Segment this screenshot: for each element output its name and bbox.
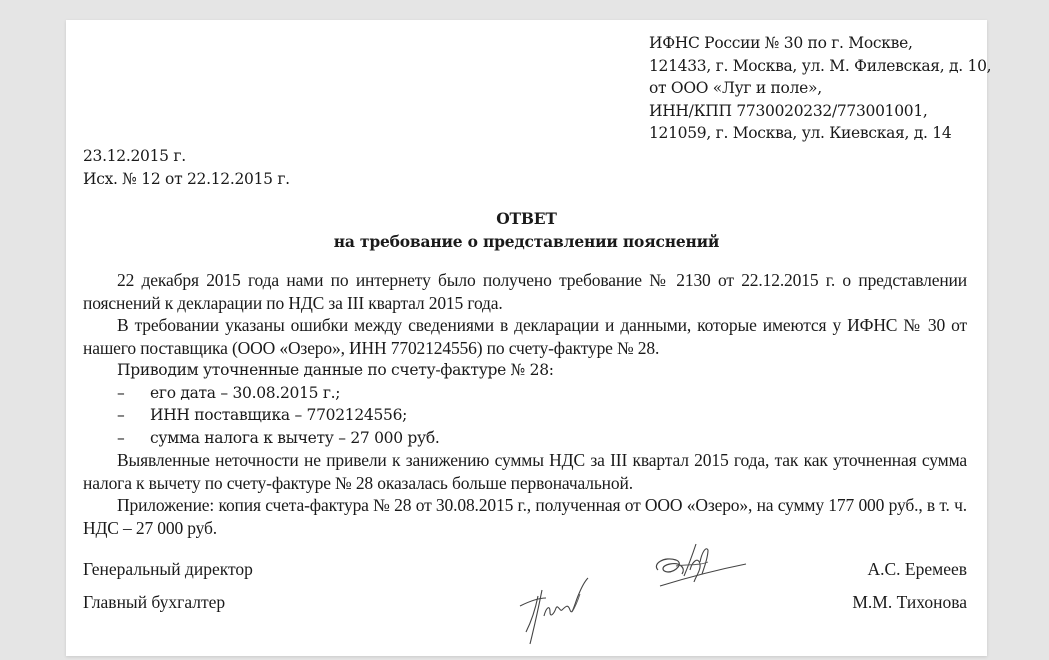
document-meta	[83, 145, 290, 190]
signatory-position: Генеральный директор	[83, 559, 253, 579]
signatory-position: Главный бухгалтер	[83, 592, 226, 612]
director-signature-icon	[646, 542, 756, 597]
addressee-line: 121059, г. Москва, ул. Киевская, д. 14	[649, 124, 952, 142]
paragraph-5: Приложение: копия счета-фактура № 28 от 30.08.2015 г., полученная от ООО «Озеро», на сумму 177 000 руб., в т. ч. НДС – 27 000 руб.	[83, 495, 967, 538]
paragraph-1: 22 декабря 2015 года нами по интернету было получено требование № 2130 от 22.12.2015 г. о представлении пояснений к декларации по НДС за III квартал 2015 года.	[83, 270, 967, 313]
title-subtitle: на требование о представлении пояснений	[333, 231, 720, 251]
document-title	[66, 208, 987, 253]
addressee-line: ИФНС России № 30 по г. Москве,	[649, 34, 913, 52]
list-item: – ИНН поставщика – 7702124556;	[83, 404, 967, 427]
dash-bullet: –	[117, 428, 125, 447]
accountant-signature-icon	[516, 576, 606, 651]
signatory-name: М.М. Тихонова	[852, 592, 967, 612]
document-date: 23.12.2015 г.	[83, 147, 186, 165]
list-item: – его дата – 30.08.2015 г.;	[83, 382, 967, 405]
list-item: – сумма налога к вычету – 27 000 руб.	[83, 427, 967, 450]
dash-bullet: –	[117, 383, 125, 402]
paragraph-4: Выявленные неточности не привели к занижению суммы НДС за III квартал 2015 года, так как уточненная сумма налога к вычету по счету-фактуре № 28 оказалась больше первоначальной.	[83, 450, 967, 493]
signatory-name: А.С. Еремеев	[867, 559, 967, 579]
document-body	[83, 269, 967, 539]
addressee-line: от ООО «Луг и поле»,	[649, 79, 822, 97]
paragraph-3: Приводим уточненные данные по счету-фактуре № 28:	[117, 361, 554, 379]
addressee-block	[649, 32, 991, 145]
document-sheet	[66, 20, 992, 656]
addressee-line: ИНН/КПП 7730020232/773001001,	[649, 101, 928, 120]
title-main: ОТВЕТ	[496, 209, 557, 228]
outgoing-number: Исх. № 12 от 22.12.2015 г.	[83, 169, 290, 188]
corrected-data-list	[83, 382, 967, 450]
paragraph-2: В требовании указаны ошибки между сведениями в декларации и данными, которые имеются у ИФНС № 30 от нашего поставщика (ООО «Озеро», ИНН 7702124556) по счету-фактуре № 28.	[83, 315, 967, 358]
addressee-line: 121433, г. Москва, ул. М. Филевская, д. 10,	[649, 56, 992, 75]
dash-bullet: –	[117, 406, 125, 424]
